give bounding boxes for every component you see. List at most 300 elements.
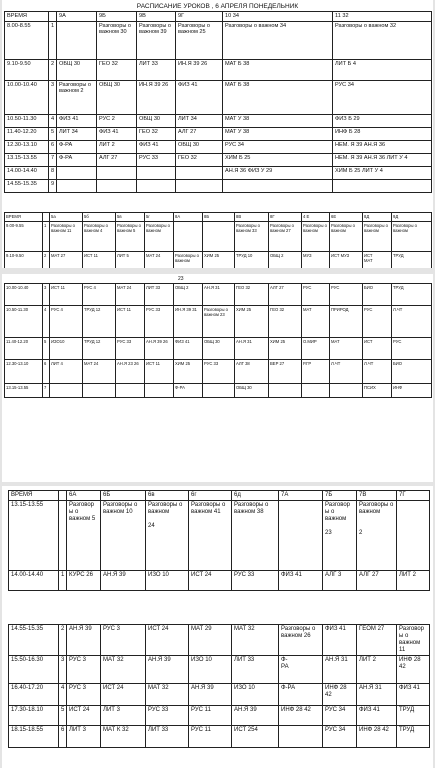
lesson-cell: ИНФ — [392, 384, 432, 398]
lesson-cell: ФИЗ 41 — [397, 684, 430, 706]
lesson-cell: ТРУД — [392, 252, 432, 269]
table-row — [5, 252, 432, 269]
time-cell: 14.55-15.35 — [9, 625, 59, 656]
table-row — [5, 59, 432, 80]
time-cell: 14.00-14.40 — [5, 166, 49, 179]
lesson-cell: ПРИРОД — [330, 306, 363, 338]
lesson-cell: ЛИТ 3 — [67, 726, 101, 748]
lesson-cell: Разговоры о важном 41 — [189, 501, 232, 571]
page-2 — [2, 274, 433, 482]
lesson-cell: МАТ 24 — [116, 284, 145, 306]
header-cell: 9Г — [176, 12, 223, 22]
lesson-cell: Разговоры о важном 5 — [67, 501, 101, 571]
lesson-cell: МАТ 32 — [101, 656, 146, 684]
lesson-cell — [50, 384, 83, 398]
lesson-cell: ИСТ 24 — [146, 625, 189, 656]
lesson-cell: ОБЩ 30 — [235, 384, 269, 398]
lesson-cell — [397, 501, 430, 571]
lesson-cell: ИСТ 24 — [67, 706, 101, 726]
header-cell: 5г — [145, 213, 174, 222]
table-row — [5, 360, 432, 384]
lesson-cell: АЛГ 27 — [176, 127, 223, 140]
lesson-number-cell: 5 — [43, 338, 50, 360]
lesson-cell: РУС 4 — [83, 284, 116, 306]
lesson-cell: РУС — [392, 338, 432, 360]
lesson-cell: АЛГ 27 — [269, 284, 302, 306]
lesson-cell: ЛИТ Б 4 — [333, 59, 432, 80]
lesson-cell: МАТ 24 — [83, 360, 116, 384]
lesson-cell: Разговоры о важном 27 — [269, 222, 302, 252]
time-cell: 8.00-8.55 — [5, 21, 49, 59]
time-cell: 9.10-9.50 — [5, 252, 43, 269]
lesson-cell: ГЕО 32 — [137, 127, 176, 140]
lesson-cell: Разговоры о важном 24 — [146, 501, 189, 571]
lesson-cell: РУС 34 — [333, 80, 432, 114]
lesson-cell — [145, 384, 174, 398]
table-row — [5, 179, 432, 192]
schedule-table-9-11 — [4, 11, 432, 193]
lesson-number-cell: 2 — [43, 252, 50, 269]
lesson-cell: ИСТ 11 — [83, 252, 116, 269]
lesson-cell — [57, 166, 97, 179]
time-cell: 14.00-14.40 — [9, 571, 59, 591]
lesson-cell: ИЗО 10 — [189, 656, 232, 684]
lesson-cell: Разговоры о важном 32 — [333, 21, 432, 59]
lesson-cell: РУС 34 — [223, 140, 333, 153]
lesson-cell: РУС — [363, 306, 392, 338]
lesson-number-cell: 6 — [43, 360, 50, 384]
table-row — [5, 338, 432, 360]
lesson-cell: ИСТ МУЗ — [330, 252, 363, 269]
lesson-cell: ИСТ МАТ — [363, 252, 392, 269]
lesson-cell — [57, 179, 97, 192]
lesson-cell: ТРУД — [392, 284, 432, 306]
lesson-cell: АН.Я 39 — [67, 625, 101, 656]
lesson-cell: ИСТ — [363, 338, 392, 360]
lesson-cell: ИНФ 28 42 — [279, 706, 323, 726]
lesson-cell — [174, 222, 203, 252]
lesson-cell: ИН.Я 39 26 — [176, 59, 223, 80]
time-cell: 11.40-12.20 — [5, 127, 49, 140]
lesson-cell: ИСТ 24 — [189, 571, 232, 591]
lesson-cell: ЛИТ 5 — [116, 252, 145, 269]
time-cell: 18.15-18.55 — [9, 726, 59, 748]
schedule-table-6-7 — [8, 490, 430, 591]
lesson-number-cell: 1 — [43, 222, 50, 252]
lesson-cell: РУС 3 — [101, 625, 146, 656]
lesson-cell: Разговоры о важном — [392, 222, 432, 252]
table-row — [9, 726, 430, 748]
lesson-cell: ФИЗ 41 — [176, 80, 223, 114]
lesson-cell: МАТ У 38 — [223, 114, 333, 127]
lesson-cell: РУС 33 — [137, 153, 176, 166]
time-cell: 13.15-13.55 — [9, 501, 59, 571]
lesson-cell: Разговоры о важном 10 — [101, 501, 146, 571]
lesson-cell: ЛИТ 3 — [101, 706, 146, 726]
time-cell: 14.55-15.35 — [5, 179, 49, 192]
header-cell — [49, 12, 57, 22]
table-row — [9, 625, 430, 656]
lesson-cell: АН.Я 36 ФИЗ У 29 — [223, 166, 333, 179]
header-cell: 8Д — [363, 213, 392, 222]
lesson-cell — [116, 384, 145, 398]
header-cell: 6д — [232, 491, 279, 501]
lesson-cell: РУС 33 — [203, 360, 235, 384]
lesson-cell: Л.ЧТ — [330, 360, 363, 384]
lesson-cell: РУС 34 — [323, 706, 357, 726]
lesson-cell: Разговоры о важном — [330, 222, 363, 252]
lesson-cell: Разговоры о важном — [174, 252, 203, 269]
page-1 — [2, 0, 433, 268]
table-row — [9, 501, 430, 571]
lesson-cell: ИСТ 11 — [116, 306, 145, 338]
table-row — [9, 656, 430, 684]
table-row — [5, 140, 432, 153]
header-cell: 6Б — [101, 491, 146, 501]
time-cell: 9.00-9.55 — [5, 222, 43, 252]
lesson-number-cell: 3 — [43, 284, 50, 306]
lesson-number-cell: 1 — [49, 21, 57, 59]
lesson-cell: АН.Я 39 — [189, 684, 232, 706]
header-cell: ВРЕМЯ — [5, 213, 43, 222]
lesson-cell — [223, 179, 333, 192]
lesson-cell: Разговоры о важном 11 — [50, 222, 83, 252]
lesson-cell: ОБЩ 2 — [174, 284, 203, 306]
lesson-cell: НЕМ. Я 39 АН.Я 36 — [333, 140, 432, 153]
lesson-cell — [279, 726, 323, 748]
header-cell: 6в — [146, 491, 189, 501]
lesson-cell: ЛИТ 33 — [146, 726, 189, 748]
header-cell: 9В — [137, 12, 176, 22]
lesson-number-cell: 4 — [59, 684, 67, 706]
lesson-cell: ИСТ 24 — [101, 684, 146, 706]
lesson-cell: МАТ 32 — [146, 684, 189, 706]
lesson-cell: Разговоры о важном 2 — [357, 501, 397, 571]
lesson-cell: ГЕО 32 — [97, 59, 137, 80]
lesson-cell — [137, 179, 176, 192]
header-cell: 7Б — [323, 491, 357, 501]
lesson-cell — [269, 384, 302, 398]
lesson-cell: ИНФ 28 42 — [397, 656, 430, 684]
table-row — [5, 306, 432, 338]
lesson-cell: ТРУД — [397, 726, 430, 748]
lesson-cell: МАТ Б 38 — [223, 80, 333, 114]
lesson-number-cell: 3 — [49, 80, 57, 114]
lesson-cell: ФИЗ 41 — [137, 140, 176, 153]
lesson-cell: ТРУД — [397, 706, 430, 726]
header-cell: 7Г — [397, 491, 430, 501]
lesson-cell: РУС — [330, 284, 363, 306]
lesson-cell: ИН.Я 39 31 — [174, 306, 203, 338]
lesson-cell: АН.Я 23 26 — [116, 360, 145, 384]
table-row — [5, 114, 432, 127]
lesson-number-cell: 5 — [59, 706, 67, 726]
table-row — [5, 153, 432, 166]
header-cell: 11 32 — [333, 12, 432, 22]
lesson-cell: ИЗО 10 — [232, 684, 279, 706]
lesson-number-cell: 6 — [59, 726, 67, 748]
table-row — [5, 21, 432, 59]
lesson-cell: КУРС 26 — [67, 571, 101, 591]
header-cell: ВРЕМЯ — [5, 12, 49, 22]
table-row — [5, 166, 432, 179]
lesson-cell: РУС 33 — [146, 706, 189, 726]
lesson-cell: Разговоры о важном 23 — [203, 306, 235, 338]
table-row — [9, 684, 430, 706]
lesson-cell: ТРУД 12 — [83, 306, 116, 338]
lesson-cell: НЕМ. Я 39 АН.Я 36 ЛИТ У 4 — [333, 153, 432, 166]
lesson-cell — [279, 501, 323, 571]
lesson-number-cell: 8 — [49, 166, 57, 179]
lesson-cell — [97, 166, 137, 179]
header-cell: 9А — [57, 12, 97, 22]
lesson-cell: РУС 33 — [145, 306, 174, 338]
lesson-cell: ИНФ 28 42 — [323, 684, 357, 706]
lesson-cell: ОБЩ 2 — [269, 252, 302, 269]
header-cell — [59, 491, 67, 501]
lesson-cell: Ф-РА — [57, 153, 97, 166]
lesson-cell: МАТ У 38 — [223, 127, 333, 140]
lesson-cell: МАТ К 32 — [101, 726, 146, 748]
lesson-number-cell: 9 — [49, 179, 57, 192]
schedule-table-5-9d — [4, 212, 432, 268]
lesson-cell: БИО — [392, 360, 432, 384]
lesson-cell: ЛИТ 33 — [137, 59, 176, 80]
lesson-cell: ИНФ Б 28 — [333, 127, 432, 140]
lesson-cell: РУС 4 — [50, 306, 83, 338]
lesson-number-cell: 3 — [59, 656, 67, 684]
lesson-cell: БИО — [363, 284, 392, 306]
lesson-cell: ФИЗ 41 — [97, 127, 137, 140]
lesson-number-cell: 7 — [49, 153, 57, 166]
header-cell — [43, 213, 50, 222]
header-cell: 8Б — [203, 213, 235, 222]
lesson-cell: ФИЗ 41 — [57, 114, 97, 127]
lesson-number-cell: 7 — [43, 384, 50, 398]
lesson-cell: ЛИТ 34 — [176, 114, 223, 127]
header-cell: 5б — [83, 213, 116, 222]
lesson-cell: ХИМ 25 — [203, 252, 235, 269]
lesson-cell — [302, 384, 330, 398]
table-row — [5, 284, 432, 306]
lesson-cell: ИСТ 11 — [145, 360, 174, 384]
lesson-cell: ИНФ 28 42 — [357, 726, 397, 748]
document-title: РАСПИСАНИЕ УРОКОВ , 6 АПРЕЛЯ ПОНЕДЕЛЬНИК — [136, 3, 299, 10]
lesson-cell: ГЕО 32 — [269, 306, 302, 338]
page-top-label: 23 — [178, 276, 184, 282]
lesson-cell: ГЕО 32 — [235, 284, 269, 306]
lesson-cell: ГЕО 32 — [176, 153, 223, 166]
lesson-number-cell: 4 — [43, 306, 50, 338]
lesson-cell — [97, 179, 137, 192]
lesson-cell: Разговоры о важном 4 — [83, 222, 116, 252]
lesson-cell: МАТ 32 — [232, 625, 279, 656]
lesson-cell: ХИМ 25 — [235, 306, 269, 338]
lesson-cell: ТРУД 10 — [235, 252, 269, 269]
lesson-cell — [203, 384, 235, 398]
lesson-cell: ОБЩ 30 — [137, 114, 176, 127]
lesson-cell: ИЗО 10 — [146, 571, 189, 591]
lesson-cell: ХИМ Б 25 ЛИТ У 4 — [333, 166, 432, 179]
lesson-cell: ОБЩ 30 — [97, 80, 137, 114]
header-cell: 6А — [67, 491, 101, 501]
lesson-cell: ХИМ 25 — [174, 360, 203, 384]
lesson-cell — [137, 166, 176, 179]
time-cell: 9.10-9.50 — [5, 59, 49, 80]
lesson-cell: Л.ЧТ — [392, 306, 432, 338]
table-row — [5, 384, 432, 398]
lesson-cell: Ф-РА — [57, 140, 97, 153]
lesson-cell: ЛИТ 2 — [97, 140, 137, 153]
lesson-cell: РУС 2 — [97, 114, 137, 127]
lesson-cell: ХИМ Б 25 — [223, 153, 333, 166]
lesson-cell — [83, 384, 116, 398]
lesson-cell: РУС 33 — [116, 338, 145, 360]
lesson-cell: Разговоры о важном 23 — [323, 501, 357, 571]
time-cell: 10.50-11.30 — [5, 114, 49, 127]
time-cell: 13.15-13.55 — [5, 384, 43, 398]
time-cell: 17.30-18.10 — [9, 706, 59, 726]
lesson-cell: ФИЗ 41 — [323, 625, 357, 656]
lesson-cell: АН.Я 39 — [146, 656, 189, 684]
lesson-cell: Разговоры о важном — [363, 222, 392, 252]
lesson-number-cell: 2 — [49, 59, 57, 80]
lesson-cell: АЛГ 27 — [97, 153, 137, 166]
table-row — [9, 706, 430, 726]
lesson-cell: МАТ 27 — [50, 252, 83, 269]
lesson-number-cell: 4 — [49, 114, 57, 127]
header-cell: 9Д — [392, 213, 432, 222]
lesson-cell — [57, 21, 97, 59]
time-cell: 12.30-13.10 — [5, 140, 49, 153]
lesson-cell: ЛИТ 34 — [57, 127, 97, 140]
lesson-cell: Разговоры о важном 2 — [57, 80, 97, 114]
lesson-number-cell — [59, 501, 67, 571]
lesson-cell: АН.Я 31 — [357, 684, 397, 706]
lesson-cell: ОБЩ 30 — [176, 140, 223, 153]
lesson-cell: АН.Я 31 — [203, 284, 235, 306]
header-cell: 7В — [357, 491, 397, 501]
lesson-cell: АЛГ 38 — [235, 360, 269, 384]
header-cell: 6г — [189, 491, 232, 501]
lesson-cell: Ф- РА — [279, 656, 323, 684]
time-cell: 10.00-10.40 — [5, 284, 43, 306]
lesson-cell — [176, 166, 223, 179]
header-cell: 9Б — [97, 12, 137, 22]
schedule-table-6-7-continued — [8, 624, 430, 748]
lesson-cell: ВЕР 27 — [269, 360, 302, 384]
lesson-cell: РУС 34 — [323, 726, 357, 748]
header-cell: 8В — [235, 213, 269, 222]
header-cell: ВРЕМЯ — [9, 491, 59, 501]
lesson-cell: ЛИТ 33 — [232, 656, 279, 684]
lesson-cell: РУС 3 — [67, 656, 101, 684]
lesson-cell: АН.Я 39 — [232, 706, 279, 726]
header-row — [5, 213, 432, 222]
table-row — [5, 222, 432, 252]
lesson-cell: АЛГ 3 — [323, 571, 357, 591]
lesson-cell: Ф-РА — [279, 684, 323, 706]
lesson-cell — [176, 179, 223, 192]
time-cell: 12.30-13.10 — [5, 360, 43, 384]
lesson-number-cell: 6 — [49, 140, 57, 153]
lesson-cell: Разговоры о важном 34 — [223, 21, 333, 59]
lesson-cell: Л.ЧТ — [363, 360, 392, 384]
table-row — [5, 127, 432, 140]
lesson-cell: АН.Я 39 26 — [145, 338, 174, 360]
lesson-number-cell: 2 — [59, 625, 67, 656]
header-cell: 7А — [279, 491, 323, 501]
lesson-cell: МАТ 24 — [145, 252, 174, 269]
lesson-cell: ЛИТ 2 — [397, 571, 430, 591]
header-cell: 6Е — [330, 213, 363, 222]
lesson-cell: ФИЗ 41 — [174, 338, 203, 360]
lesson-cell: Разговоры о важном 30 — [97, 21, 137, 59]
lesson-cell — [203, 222, 235, 252]
lesson-cell: АН.Я 31 — [323, 656, 357, 684]
lesson-cell: ЛИТ 2 — [357, 656, 397, 684]
page-3 — [2, 486, 433, 768]
lesson-cell: ОБЩ 30 — [203, 338, 235, 360]
lesson-cell: РУС 11 — [189, 726, 232, 748]
lesson-cell: АЛГ 27 — [357, 571, 397, 591]
time-cell: 16.40-17.20 — [9, 684, 59, 706]
lesson-cell: РУС — [302, 284, 330, 306]
lesson-cell: Разговоры о важном 26 — [279, 625, 323, 656]
lesson-cell: АН.Я 39 — [101, 571, 146, 591]
lesson-number-cell: 1 — [59, 571, 67, 591]
lesson-cell: ХИМ 25 — [269, 338, 302, 360]
table-row — [5, 80, 432, 114]
lesson-cell — [333, 179, 432, 192]
lesson-cell: Разговоры о важном 39 — [137, 21, 176, 59]
lesson-cell: МАТ Б 38 — [223, 59, 333, 80]
lesson-cell: ЛИТ 4 — [50, 360, 83, 384]
header-cell: 4 Е — [302, 213, 330, 222]
lesson-cell: Разговоры о важном 5 — [116, 222, 145, 252]
lesson-cell: ГЕОМ 27 — [357, 625, 397, 656]
lesson-cell: ОБЩ 30 — [57, 59, 97, 80]
lesson-cell: ФИЗ 41 — [357, 706, 397, 726]
schedule-table-5-9d-continued — [4, 283, 432, 398]
lesson-cell: ФИЗ Б 29 — [333, 114, 432, 127]
header-row — [5, 12, 432, 22]
lesson-cell: Разговоры о важном 33 — [235, 222, 269, 252]
time-cell: 15.50-16.30 — [9, 656, 59, 684]
header-cell: 8А — [174, 213, 203, 222]
lesson-cell: ИЗО10 — [50, 338, 83, 360]
time-cell: 13.15-13.55 — [5, 153, 49, 166]
lesson-cell: АН.Я 31 — [235, 338, 269, 360]
header-cell: 5а — [50, 213, 83, 222]
lesson-cell: МАТ — [330, 338, 363, 360]
lesson-cell: РУС 33 — [232, 571, 279, 591]
lesson-cell: ИСТ 254 — [232, 726, 279, 748]
lesson-cell: ФИЗ 41 — [279, 571, 323, 591]
lesson-cell: Разговоры о важном 25 — [176, 21, 223, 59]
header-cell: 10 34 — [223, 12, 333, 22]
time-cell: 11.40-12.20 — [5, 338, 43, 360]
lesson-cell: ПСИХ — [363, 384, 392, 398]
lesson-cell: Р.ГР — [302, 360, 330, 384]
lesson-number-cell: 5 — [49, 127, 57, 140]
lesson-cell: Разговоры о важном — [302, 222, 330, 252]
lesson-cell: МАТ 29 — [189, 625, 232, 656]
header-cell: 8Г — [269, 213, 302, 222]
lesson-cell: ТРУД 12 — [83, 338, 116, 360]
lesson-cell: Разговоры о важном — [145, 222, 174, 252]
lesson-cell — [330, 384, 363, 398]
